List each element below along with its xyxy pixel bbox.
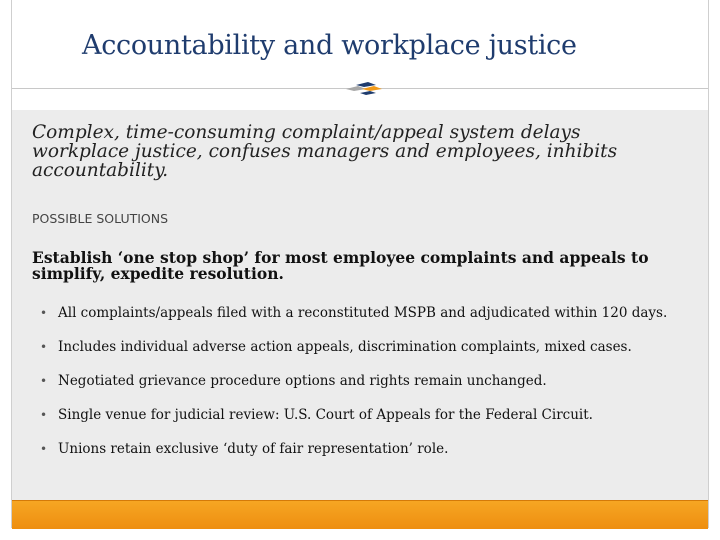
bullet-icon: •: [40, 408, 48, 422]
divider-ornament-icon: [332, 78, 392, 98]
bullet-text: Unions retain exclusive ‘duty of fair representation’ role.: [58, 441, 449, 457]
list-item: [30, 374, 695, 389]
list-item: [30, 442, 695, 457]
bullet-icon: •: [40, 374, 48, 388]
slide-title: Accountability and workplace justice: [82, 30, 577, 61]
list-item: [30, 408, 695, 423]
slide: [11, 0, 709, 528]
bullet-list: [30, 306, 695, 476]
list-item: [30, 306, 695, 321]
bullet-icon: •: [40, 340, 48, 354]
list-item: [30, 340, 695, 355]
bullet-text: All complaints/appeals filed with a reconstituted MSPB and adjudicated within 120 days.: [58, 305, 668, 321]
bullet-icon: •: [40, 442, 48, 456]
bullet-text: Single venue for judicial review: U.S. Court of Appeals for the Federal Circuit.: [58, 407, 593, 423]
section-label: POSSIBLE SOLUTIONS: [32, 211, 169, 226]
content-panel: [12, 110, 708, 500]
bullet-text: Includes individual adverse action appeals, discrimination complaints, mixed cases.: [58, 339, 632, 355]
bullet-icon: •: [40, 306, 48, 320]
problem-statement: Complex, time-consuming complaint/appeal system delays workplace justice, confuses managers and employees, inhibits accountability.: [32, 122, 618, 181]
footer-bar: [12, 500, 708, 529]
bullet-text: Negotiated grievance procedure options and rights remain unchanged.: [58, 373, 547, 389]
lead-recommendation: Establish ‘one stop shop’ for most employee complaints and appeals to simplify, expedite resolution.: [32, 248, 649, 283]
